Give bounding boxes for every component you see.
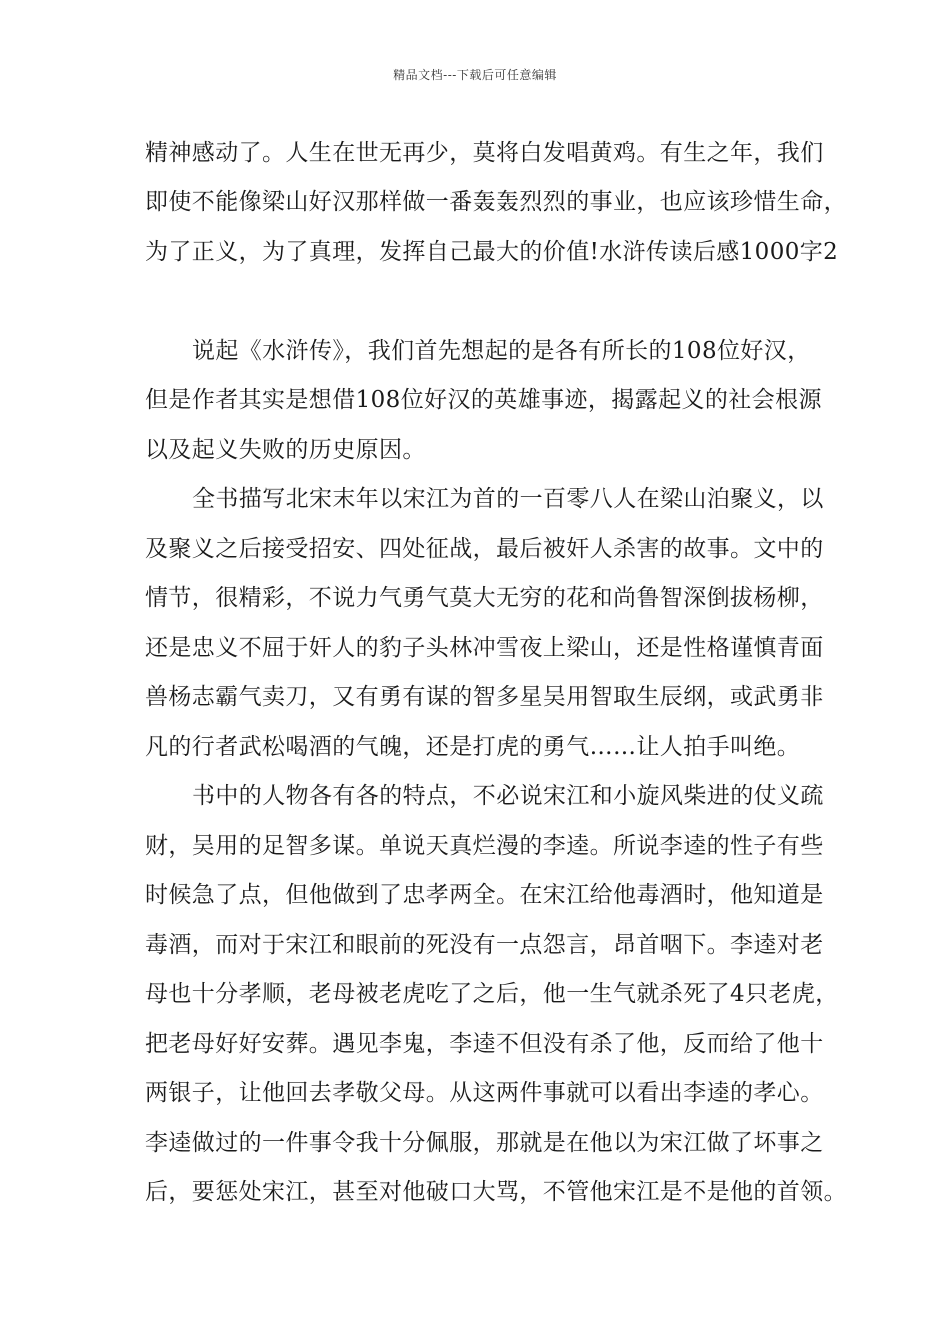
page-header: 精品文档---下载后可任意编辑 — [393, 68, 557, 82]
text-line: 说起《水浒传》，我们首先想起的是各有所长的108位好汉， — [192, 338, 811, 364]
text-line: 财，吴用的足智多谋。单说天真烂漫的李逵。所说李逵的性子有些 — [145, 833, 824, 859]
text-line: 但是作者其实是想借108位好汉的英雄事迹，揭露起义的社会根源 — [145, 387, 822, 413]
text-line: 情节，很精彩，不说力气勇气莫大无穷的花和尚鲁智深倒拔杨柳， — [145, 585, 824, 611]
text-line: 为了正义，为了真理，发挥自己最大的价值!水浒传读后感1000字2 — [145, 239, 839, 265]
text-line: 以及起义失败的历史原因。 — [145, 437, 426, 463]
text-line: 毒酒，而对于宋江和眼前的死没有一点怨言，昂首咽下。李逵对老 — [145, 932, 824, 958]
text-line: 后，要惩处宋江，甚至对他破口大骂，不管他宋江是不是他的首领。 — [145, 1179, 847, 1205]
text-line: 把老母好好安葬。遇见李鬼，李逵不但没有杀了他，反而给了他十 — [145, 1031, 824, 1057]
text-line: 李逵做过的一件事令我十分佩服，那就是在他以为宋江做了坏事之 — [145, 1130, 824, 1156]
text-line: 还是忠义不屈于奸人的豹子头林冲雪夜上梁山，还是性格谨慎青面 — [145, 635, 824, 661]
text-line: 母也十分孝顺，老母被老虎吃了之后，他一生气就杀死了4只老虎， — [145, 981, 839, 1007]
text-line: 及聚义之后接受招安、四处征战，最后被奸人杀害的故事。文中的 — [145, 536, 824, 562]
text-line: 凡的行者武松喝酒的气魄，还是打虎的勇气……让人拍手叫绝。 — [145, 734, 801, 760]
text-line: 两银子，让他回去孝敬父母。从这两件事就可以看出李逵的孝心。 — [145, 1080, 824, 1106]
text-line: 兽杨志霸气卖刀，又有勇有谋的智多星吴用智取生辰纲，或武勇非 — [145, 684, 824, 710]
text-line: 时候急了点，但他做到了忠孝两全。在宋江给他毒酒时，他知道是 — [145, 882, 824, 908]
text-line: 全书描写北宋末年以宋江为首的一百零八人在梁山泊聚义，以 — [192, 486, 824, 512]
text-line: 精神感动了。人生在世无再少，莫将白发唱黄鸡。有生之年，我们 — [145, 140, 824, 166]
text-line: 书中的人物各有各的特点，不必说宋江和小旋风柴进的仗义疏 — [192, 783, 824, 809]
text-line: 即使不能像梁山好汉那样做一番轰轰烈烈的事业，也应该珍惜生命， — [145, 189, 847, 215]
